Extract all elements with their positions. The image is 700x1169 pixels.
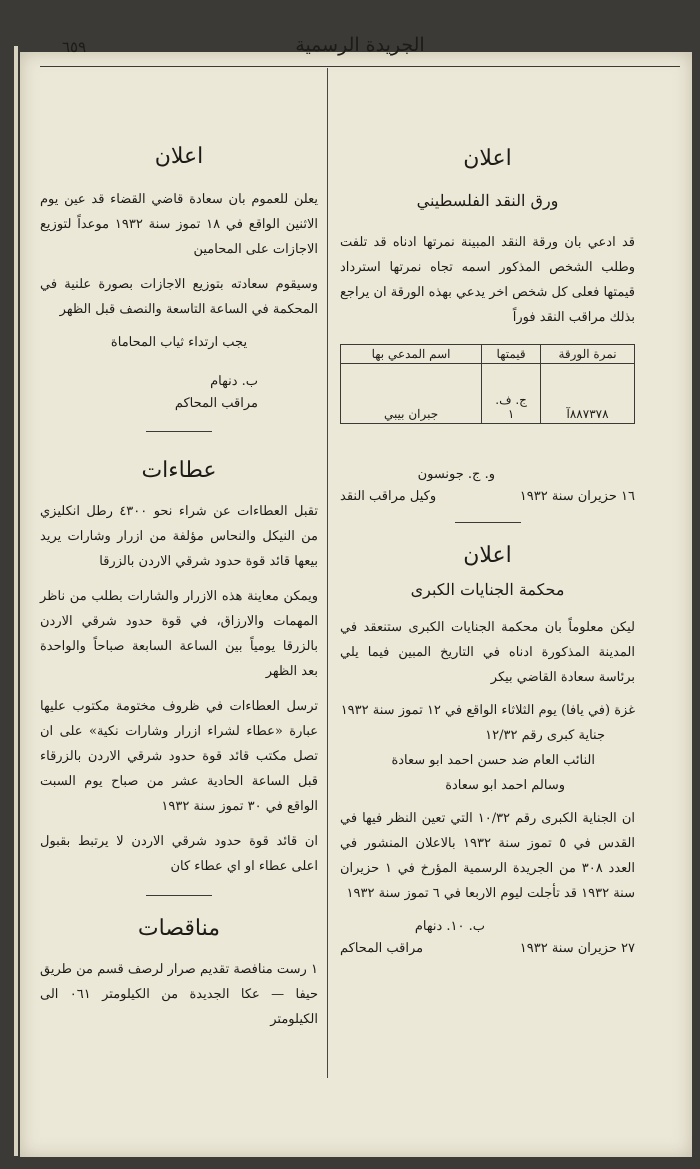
ad2-sign-role: مراقب المحاكم [340, 941, 424, 956]
table-row [341, 364, 635, 424]
col-claimant: اسم المدعي بها [341, 345, 482, 364]
left-column [40, 68, 318, 1032]
ad1-title: اعلان [463, 146, 512, 171]
notes-table [340, 344, 635, 424]
ad3-p2: وسيقوم سعادته بتوزيع الاجازات بصورة علنية في المحكمة في الساعة التاسعة والنصف قبل الظهر [40, 277, 318, 317]
ad2-signature [340, 916, 635, 960]
ad3-title: اعلان [154, 144, 204, 169]
ad2-title: اعلان [463, 543, 512, 568]
ad2-p2-line3: النائب العام ضد حسن احمد ابو سعادة [391, 753, 595, 768]
page-header [40, 32, 680, 62]
table-header-row [341, 345, 635, 364]
ad3-signature [40, 371, 318, 415]
col-value: قيمتها [482, 345, 541, 364]
gazette-title: الجريدة الرسمية [295, 34, 425, 56]
ad1-body: قد ادعي بان ورقة النقد المبينة نمرتها ادناه قد تلفت وطلب الشخص المذكور اسمه تجاه نمرتها استرداد قيمتها فعلى كل شخص اخر يدعي بهذه الورقة ان يراجع بذلك مراقب النقد فوراً [340, 235, 635, 325]
header-rule [40, 66, 680, 67]
page-edge [14, 46, 18, 1156]
cell-note-number: ٨٨٧٣٧٨آ [541, 364, 635, 424]
bids-title: مناقصات [137, 916, 221, 941]
ad2-subtitle: محكمة الجنايات الكبرى [410, 580, 565, 599]
ad1-subtitle: ورق النقد الفلسطيني [416, 191, 559, 210]
cell-value-currency: ج. ف. [495, 393, 527, 407]
bids-p1: ١ رست منافصة تقديم صرار لرصف قسم من طريق حيفا — عكا الجديدة من الكيلومتر ٠٦١ الى الكيلومتر [40, 962, 318, 1027]
ad3-sign-name: ب. دنهام [210, 374, 258, 389]
ad2-sign-name: ب. ١٠. دنهام [414, 919, 485, 934]
cell-value [482, 364, 541, 424]
tenders-p1: تقبل العطاءات عن شراء نحو ٤٣٠٠ رطل انكليزي من النيكل والنحاس مؤلفة من ازرار وشارات يريد بيعها قائد قوة حدود شرقي الاردن بالزرقا [40, 504, 318, 569]
ad3-p3: يجب ارتداء ثياب المحاماة [110, 335, 248, 350]
right-column [340, 68, 635, 960]
cell-claimant: جبران بيبي [341, 364, 482, 424]
ad2-p2-line1: غزة (في يافا) يوم الثلاثاء الواقع في ١٢ تموز سنة ١٩٣٢ [340, 703, 635, 718]
tenders-p3: ترسل العطاءات في ظروف مختومة مكتوب عليها عبارة «عطاء لشراء ازرار وشارات نكية» على ان تصل مكتب قائد قوة حدود شرقي الاردن بالزرقاء قبل الساعة الحادية عشر من صباح يوم السبت الواقع في ٣٠ تموز سنة ١٩٣٢ [40, 699, 318, 814]
column-divider [327, 68, 328, 1078]
ad2-sign-date: ٢٧ حزيران سنة ١٩٣٢ [519, 941, 635, 956]
ad3-p1: يعلن للعموم بان سعادة قاضي القضاء قد عين يوم الاثنين الواقع في ١٨ تموز سنة ١٩٣٢ موعداً لتوزيع الاجازات على المحامين [40, 192, 318, 257]
page-number: ٦٥٩ [62, 38, 87, 56]
col-note-number: نمرة الورقة [541, 345, 635, 364]
ad2-p3: ان الجناية الكبرى رقم ١٠/٣٢ التي تعين النظر فيها في القدس في ٥ تموز سنة ١٩٣٢ بالاعلان المنشور في العدد ٣٠٨ من الجريدة الرسمية المؤرخ في ١ حزيران سنة ١٩٣٢ قد تأجلت ليوم الاربعا في ٦ تموز سنة ١٩٣٢ [340, 811, 635, 901]
tenders-title: عطاءات [141, 458, 217, 483]
ad3-sign-role: مراقب المحاكم [174, 396, 258, 411]
cell-value-amount: ١ [507, 407, 515, 421]
ad1-sign-role: وكيل مراقب النقد [340, 489, 437, 504]
tenders-p2: ويمكن معاينة هذه الازرار والشارات بطلب من ناظر المهمات والارزاق، في قوة حدود شرقي الاردن بالزرقا يومياً بين الساعة السابعة صباحاً والواحدة بعد الظهر [40, 589, 318, 679]
ad1-sign-name: و. ج. جونسون [417, 467, 495, 482]
ad2-p1: ليكن معلوماً بان محكمة الجنايات الكبرى ستنعقد في المدينة المذكورة ادناه في التاريخ المبين فيما يلي برئاسة سعادة القاضي بيكر [340, 620, 635, 685]
ad2-p2-line2: جناية كبرى رقم ١٢/٣٢ [485, 728, 605, 743]
tenders-p4: ان قائد قوة حدود شرقي الاردن لا يرتبط بقبول اعلى عطاء او اي عطاء كان [40, 834, 318, 874]
ad2-p2-line4: وسالم احمد ابو سعادة [445, 778, 565, 793]
ad1-sign-date: ١٦ حزيران سنة ١٩٣٢ [519, 489, 635, 504]
ad1-signature [340, 464, 635, 508]
